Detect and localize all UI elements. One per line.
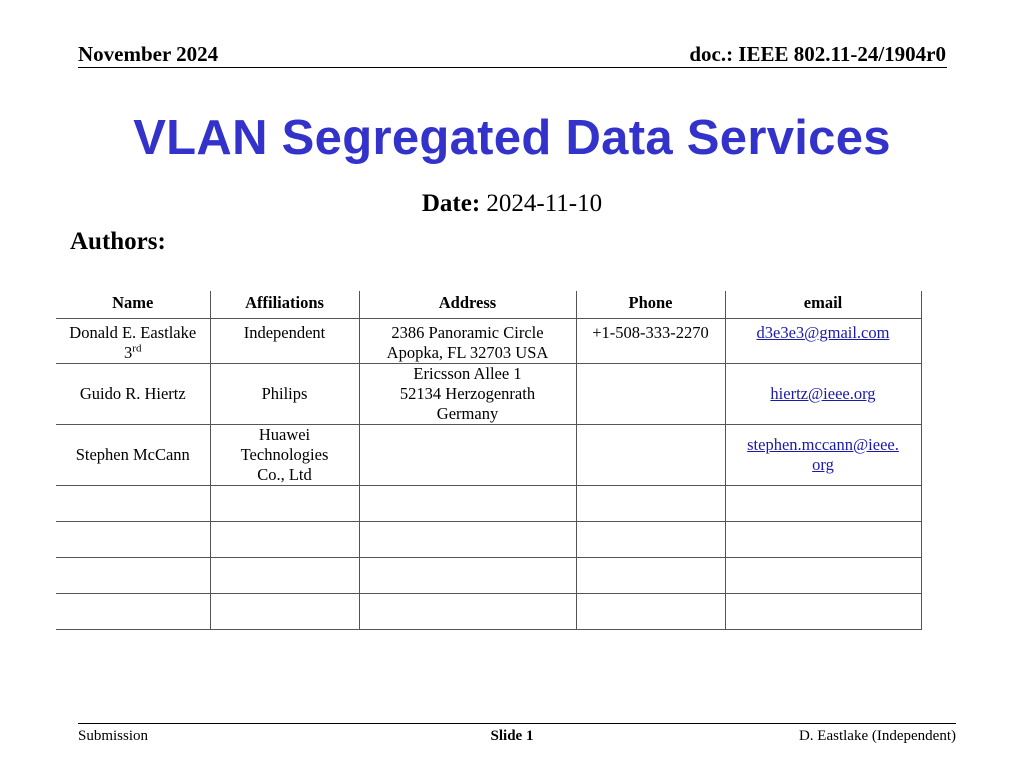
footer-slide-number: Slide 1 xyxy=(490,728,534,744)
email-link[interactable]: d3e3e3@gmail.com xyxy=(756,323,890,342)
footer-author: D. Eastlake (Independent) xyxy=(798,728,956,744)
affiliation-line: Huawei xyxy=(258,425,311,444)
header-date: November 2024 xyxy=(78,42,219,66)
address-line: Ericsson Allee 1 xyxy=(413,364,522,383)
address-line: 2386 Panoramic Circle xyxy=(391,323,544,342)
col-header-phone: Phone xyxy=(576,291,725,319)
author-affiliation: Philips xyxy=(210,364,359,425)
email-link[interactable]: org xyxy=(812,455,834,474)
footer-rule xyxy=(78,723,956,724)
table-row-empty xyxy=(56,486,921,522)
address-line: 52134 Herzogenrath xyxy=(399,384,536,403)
slide-date xyxy=(0,190,1024,218)
affiliation-line: Technologies xyxy=(240,445,329,464)
col-header-name: Name xyxy=(56,291,210,319)
table-row-empty xyxy=(56,594,921,630)
author-email xyxy=(725,425,921,486)
authors-label: Authors: xyxy=(70,228,166,255)
header-rule xyxy=(78,67,947,68)
author-affiliation xyxy=(210,425,359,486)
author-address xyxy=(359,319,576,364)
author-phone: +1-508-333-2270 xyxy=(576,319,725,364)
email-link[interactable]: stephen.mccann@ieee. xyxy=(747,435,899,454)
name-line: Donald E. Eastlake xyxy=(69,323,197,342)
author-name: Stephen McCann xyxy=(56,425,210,486)
table-row xyxy=(56,364,921,425)
authors-table xyxy=(56,291,922,630)
table-row-empty xyxy=(56,558,921,594)
table-header-row xyxy=(56,291,921,319)
col-header-address: Address xyxy=(359,291,576,319)
footer-submission: Submission xyxy=(78,728,149,744)
col-header-email: email xyxy=(725,291,921,319)
author-email xyxy=(725,364,921,425)
table-row-empty xyxy=(56,522,921,558)
name-line: 3 xyxy=(124,343,133,362)
table-row xyxy=(56,319,921,364)
author-phone xyxy=(576,425,725,486)
affiliation-line: Co., Ltd xyxy=(257,465,312,484)
header-doc-id: doc.: IEEE 802.11-24/1904r0 xyxy=(689,42,946,66)
author-name: Guido R. Hiertz xyxy=(56,364,210,425)
name-superscript: rd xyxy=(132,342,142,355)
slide-title: VLAN Segregated Data Services xyxy=(133,111,891,165)
author-affiliation: Independent xyxy=(210,319,359,364)
date-label: Date: xyxy=(421,190,481,217)
col-header-affiliations: Affiliations xyxy=(210,291,359,319)
address-line: Apopka, FL 32703 USA xyxy=(386,343,549,362)
date-value: 2024-11-10 xyxy=(486,190,603,217)
author-address xyxy=(359,425,576,486)
author-name xyxy=(56,319,210,364)
author-email xyxy=(725,319,921,364)
address-line: Germany xyxy=(436,404,499,423)
author-address xyxy=(359,364,576,425)
author-phone xyxy=(576,364,725,425)
email-link[interactable]: hiertz@ieee.org xyxy=(770,384,876,403)
table-row xyxy=(56,425,921,486)
